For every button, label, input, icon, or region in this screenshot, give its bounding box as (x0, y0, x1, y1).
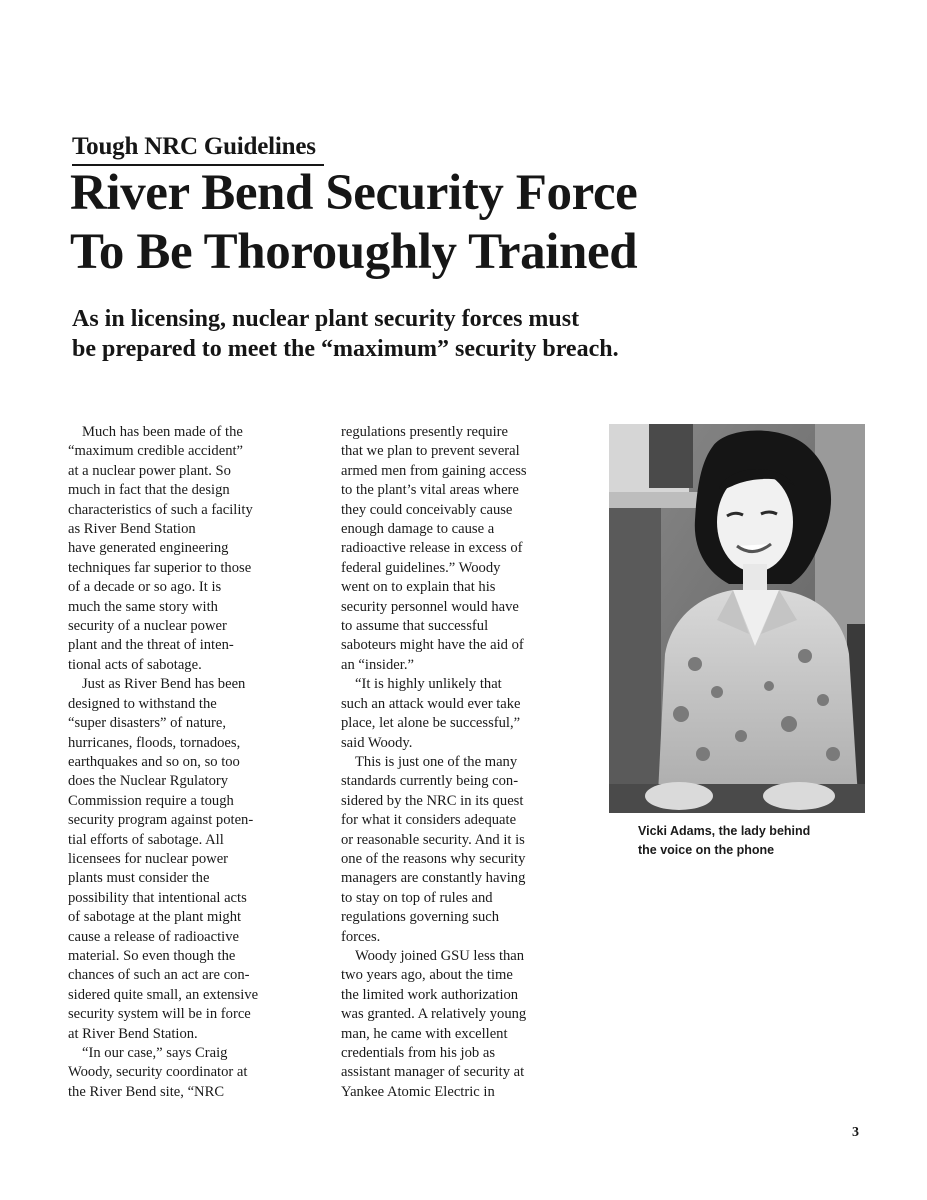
body-line: assistant manager of security at (341, 1064, 525, 1081)
body-line: Commission require a tough (68, 792, 234, 809)
body-line: said Woody. (341, 734, 413, 751)
article-column-left (68, 423, 308, 1102)
body-line: place, let alone be successful,” (341, 715, 521, 732)
subheadline-line: As in licensing, nuclear plant security forces must (72, 306, 580, 332)
body-line: designed to withstand the (68, 695, 217, 712)
article-column-middle (341, 423, 581, 1102)
body-line: sidered by the NRC in its quest (341, 792, 524, 809)
body-line: security system will be in force (68, 1006, 251, 1023)
subheadline-line: be prepared to meet the “maximum” security breach. (72, 336, 619, 362)
body-line: “maximum credible accident” (68, 443, 244, 460)
body-line: Woody joined GSU less than (355, 947, 525, 964)
body-line: enough damage to cause a (341, 521, 495, 538)
caption-line: the voice on the phone (638, 843, 775, 857)
body-line: “super disasters” of nature, (68, 715, 227, 732)
body-line: characteristics of such a facility (68, 501, 253, 518)
headline-line: River Bend Security Force (70, 165, 638, 221)
body-line: material. So even though the (68, 947, 236, 964)
body-line: Just as River Bend has been (82, 676, 246, 693)
body-line: have generated engineering (68, 540, 229, 557)
body-line: security program against poten- (68, 812, 254, 829)
body-line: security personnel would have (341, 598, 519, 615)
headline (70, 164, 900, 282)
body-line: saboteurs might have the aid of (341, 637, 524, 654)
body-line: Much has been made of the (82, 424, 243, 440)
body-line: much in fact that the design (68, 482, 230, 499)
body-line: much the same story with (68, 598, 218, 615)
subheadline (72, 304, 892, 364)
body-line: tional acts of sabotage. (68, 656, 202, 673)
body-line: cause a release of radioactive (68, 928, 239, 945)
body-line: chances of such an act are con- (68, 967, 250, 984)
photo-caption (638, 822, 878, 860)
body-line: was granted. A relatively young (341, 1006, 527, 1023)
body-line: credentials from his job as (341, 1045, 496, 1061)
body-line: armed men from gaining access (341, 462, 527, 479)
body-line: to assume that successful (341, 618, 489, 635)
body-line: This is just one of the many (355, 753, 518, 770)
body-line: regulations presently require (341, 424, 508, 440)
body-line: at a nuclear power plant. So (68, 462, 231, 479)
body-line: regulations governing such (341, 909, 500, 926)
body-line: standards currently being con- (341, 773, 519, 790)
body-line: security of a nuclear power (68, 618, 227, 635)
body-line: an “insider.” (341, 656, 414, 673)
body-line: “It is highly unlikely that (355, 676, 502, 693)
body-line: plant and the threat of inten- (68, 637, 234, 654)
body-line: for what it considers adequate (341, 812, 517, 829)
body-line: at River Bend Station. (68, 1025, 198, 1042)
body-line: managers are constantly having (341, 870, 526, 887)
body-line: licensees for nuclear power (68, 850, 229, 867)
body-line: radioactive release in excess of (341, 540, 523, 557)
body-line: sidered quite small, an extensive (68, 986, 259, 1003)
body-line: to stay on top of rules and (341, 889, 493, 906)
body-line: forces. (341, 928, 381, 945)
body-line: possibility that intentional acts (68, 889, 247, 906)
body-line: as River Bend Station (68, 521, 196, 538)
body-line: Woody, security coordinator at (68, 1064, 248, 1081)
body-line: of a decade or so ago. It is (68, 579, 222, 596)
body-line: to the plant’s vital areas where (341, 482, 519, 499)
body-line: Yankee Atomic Electric in (341, 1083, 495, 1100)
body-line: went on to explain that his (341, 579, 496, 596)
body-line: or reasonable security. And it is (341, 831, 525, 848)
body-line: the River Bend site, “NRC (68, 1083, 225, 1100)
body-line: of sabotage at the plant might (68, 909, 242, 926)
body-line: that we plan to prevent several (341, 443, 520, 460)
body-line: they could conceivably cause (341, 501, 513, 518)
body-line: one of the reasons why security (341, 850, 526, 867)
body-line: man, he came with excellent (341, 1025, 508, 1042)
body-line: such an attack would ever take (341, 695, 521, 712)
body-line: federal guidelines.” Woody (341, 559, 501, 576)
body-line: hurricanes, floods, tornadoes, (68, 734, 241, 751)
body-line: plants must consider the (68, 870, 210, 887)
caption-line: Vicki Adams, the lady behind (638, 824, 811, 838)
body-line: two years ago, about the time (341, 967, 513, 984)
body-line: “In our case,” says Craig (82, 1045, 228, 1061)
portrait-photo (609, 424, 865, 813)
headline-line: To Be Thoroughly Trained (70, 224, 638, 280)
body-line: earthquakes and so on, so too (68, 753, 240, 770)
body-line: tial efforts of sabotage. All (68, 831, 224, 848)
body-line: the limited work authorization (341, 986, 519, 1003)
page-number: 3 (852, 1125, 859, 1140)
section-kicker: Tough NRC Guidelines (72, 130, 324, 166)
body-line: techniques far superior to those (68, 559, 252, 576)
body-line: does the Nuclear Rgulatory (68, 773, 229, 790)
